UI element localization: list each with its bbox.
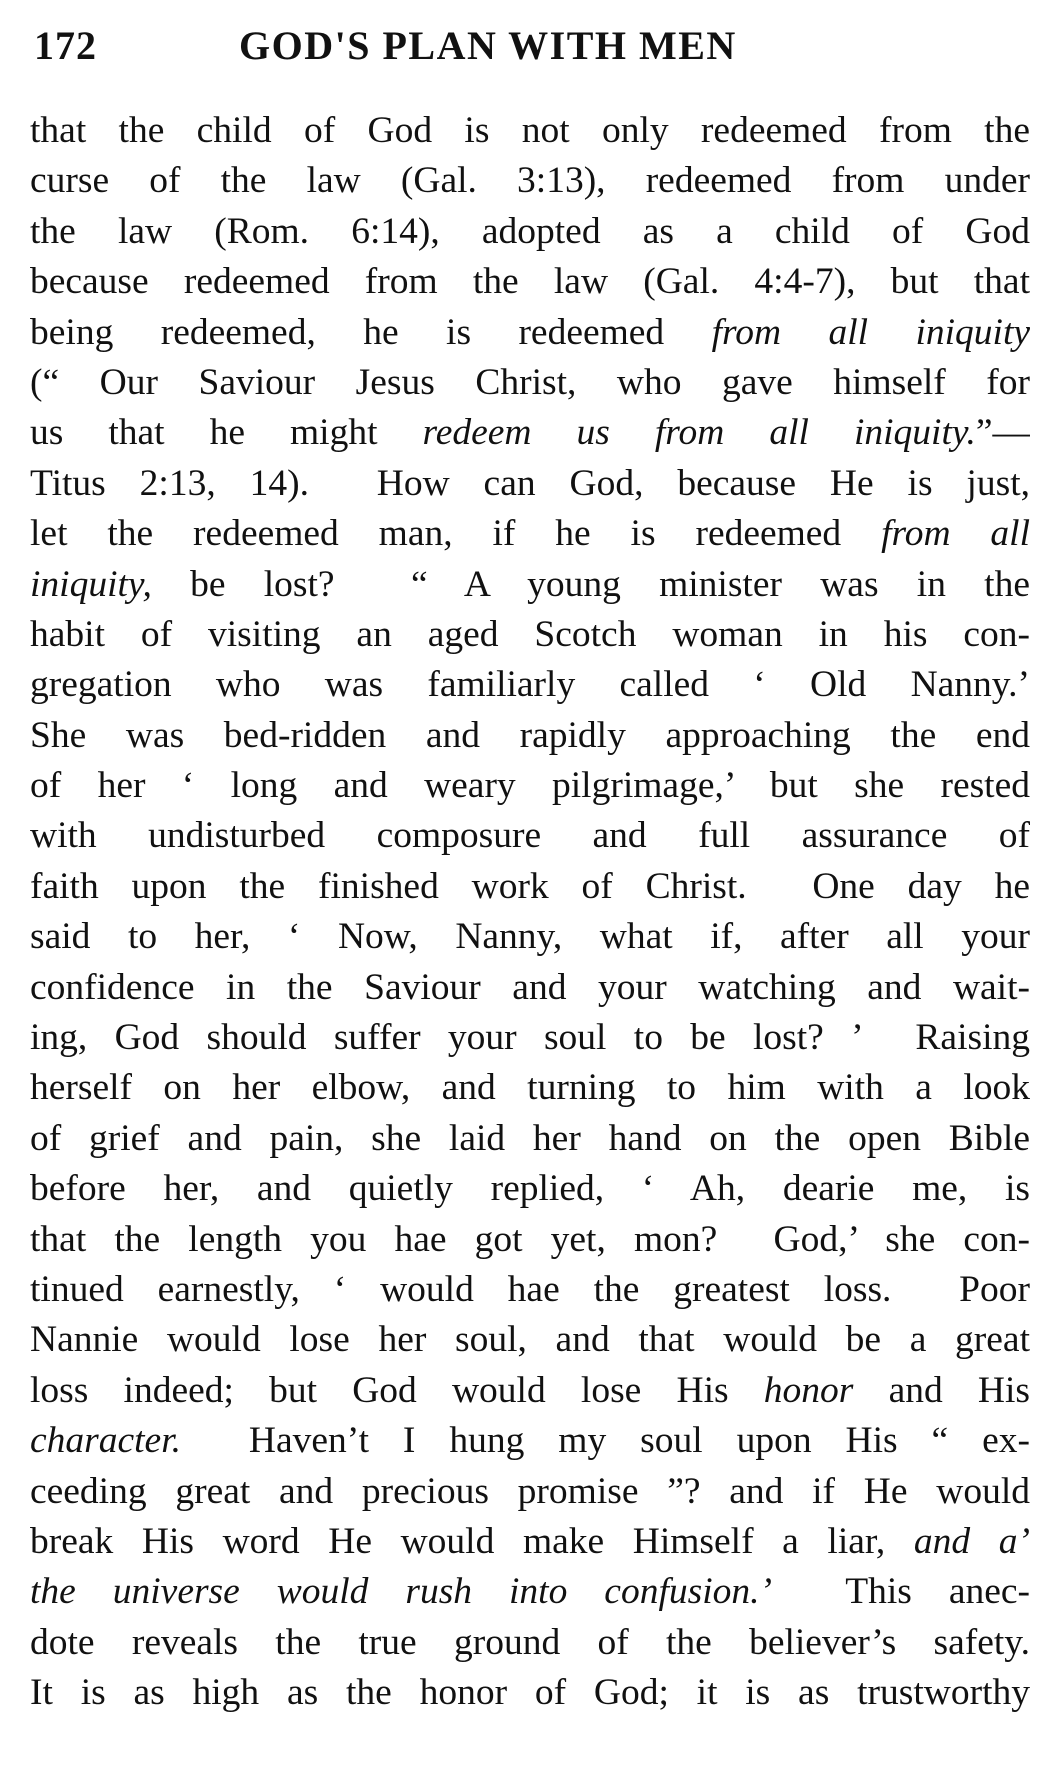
text-line	[30, 862, 1030, 912]
text-line	[30, 509, 1030, 559]
text-segment: with undisturbed composure and full assurance of	[30, 815, 1030, 857]
text-line	[30, 1467, 1030, 1517]
text-segment: confidence in the Saviour and your watching and wait-	[30, 966, 1030, 1008]
text-segment: tinued earnestly, ‘ would hae the greatest loss. Poor	[30, 1268, 1030, 1310]
text-line	[30, 156, 1030, 206]
text-segment: break His word He would make Himself a liar,	[30, 1520, 914, 1562]
text-segment: Nannie would lose her soul, and that would be a great	[30, 1319, 1030, 1361]
text-line	[30, 963, 1030, 1013]
text-segment: Haven’t I hung my soul upon His “ ex-	[181, 1420, 1030, 1462]
text-line	[30, 106, 1030, 156]
text-line	[30, 207, 1030, 257]
text-segment: let the redeemed man, if he is redeemed	[30, 513, 882, 555]
text-line	[30, 711, 1030, 761]
italic-text: from all iniquity	[711, 311, 1030, 353]
text-segment: ing, God should suffer your soul to be lost? ’ Raising	[30, 1017, 1030, 1059]
body-text	[30, 106, 1030, 1719]
text-line	[30, 1315, 1030, 1365]
text-segment: faith upon the finished work of Christ. One day he	[30, 865, 1030, 907]
italic-text: redeem us from all iniquity.	[422, 412, 976, 454]
text-line	[30, 1618, 1030, 1668]
text-segment: before her, and quietly replied, ‘ Ah, dearie me, is	[30, 1168, 1030, 1210]
text-line	[30, 1416, 1030, 1466]
text-segment: said to her, ‘ Now, Nanny, what if, after all your	[30, 916, 1030, 958]
text-segment: the law (Rom. 6:14), adopted as a child of God	[30, 210, 1030, 252]
text-line	[30, 358, 1030, 408]
text-segment: (“ Our Saviour Jesus Christ, who gave himself for	[30, 361, 1030, 403]
text-segment: us that he might	[30, 412, 423, 454]
text-segment: herself on her elbow, and turning to him with a look	[30, 1067, 1030, 1109]
text-line	[30, 459, 1030, 509]
text-segment: curse of the law (Gal. 3:13), redeemed from under	[30, 160, 1030, 202]
text-line	[30, 761, 1030, 811]
text-line	[30, 660, 1030, 710]
text-segment: It is as high as the honor of God; it is as trustworthy	[30, 1672, 1030, 1714]
text-line	[30, 811, 1030, 861]
text-line	[30, 1668, 1030, 1718]
italic-text: from all	[881, 513, 1030, 555]
text-segment: This anec-	[771, 1571, 1030, 1613]
text-line	[30, 1366, 1030, 1416]
text-line	[30, 912, 1030, 962]
text-line	[30, 1567, 1030, 1617]
text-segment: loss indeed; but God would lose His	[30, 1369, 764, 1411]
text-segment: because redeemed from the law (Gal. 4:4-7), but that	[30, 261, 1030, 303]
text-segment: She was bed-ridden and rapidly approaching the end	[30, 714, 1030, 756]
text-segment: being redeemed, he is redeemed	[30, 311, 712, 353]
text-line	[30, 1164, 1030, 1214]
text-line	[30, 610, 1030, 660]
running-head: GOD'S PLAN WITH MEN	[239, 23, 737, 68]
text-line	[30, 308, 1030, 358]
page-number: 172	[34, 23, 97, 68]
text-line	[30, 1114, 1030, 1164]
text-line	[30, 1215, 1030, 1265]
text-segment: habit of visiting an aged Scotch woman in his con-	[30, 613, 1030, 655]
text-line	[30, 560, 1030, 610]
text-segment: dote reveals the true ground of the believer’s safety.	[30, 1621, 1030, 1663]
text-segment: ”—	[975, 412, 1030, 454]
text-segment: and His	[853, 1369, 1030, 1411]
text-line	[30, 1265, 1030, 1315]
page-header	[34, 22, 814, 82]
text-segment: be lost? “ A young minister was in the	[151, 563, 1030, 605]
text-segment: Titus 2:13, 14). How can God, because He is just,	[30, 462, 1030, 504]
text-line	[30, 1063, 1030, 1113]
text-segment: that the child of God is not only redeemed from the	[30, 110, 1030, 151]
text-line	[30, 257, 1030, 307]
italic-text: iniquity,	[30, 563, 152, 605]
text-line	[30, 1517, 1030, 1567]
italic-text: the universe would rush into confusion.’	[30, 1571, 772, 1613]
text-segment: of grief and pain, she laid her hand on the open Bible	[30, 1117, 1030, 1159]
text-segment: ceeding great and precious promise ”? and if He would	[30, 1470, 1030, 1512]
text-segment: gregation who was familiarly called ‘ Old Nanny.’	[30, 664, 1030, 706]
italic-text: character.	[30, 1420, 182, 1462]
text-segment: of her ‘ long and weary pilgrimage,’ but she rested	[30, 765, 1030, 807]
text-line	[30, 408, 1030, 458]
italic-text: and a’	[913, 1520, 1030, 1562]
italic-text: honor	[763, 1369, 854, 1411]
text-segment: that the length you hae got yet, mon? God,’ she con-	[30, 1218, 1030, 1260]
text-line	[30, 1013, 1030, 1063]
